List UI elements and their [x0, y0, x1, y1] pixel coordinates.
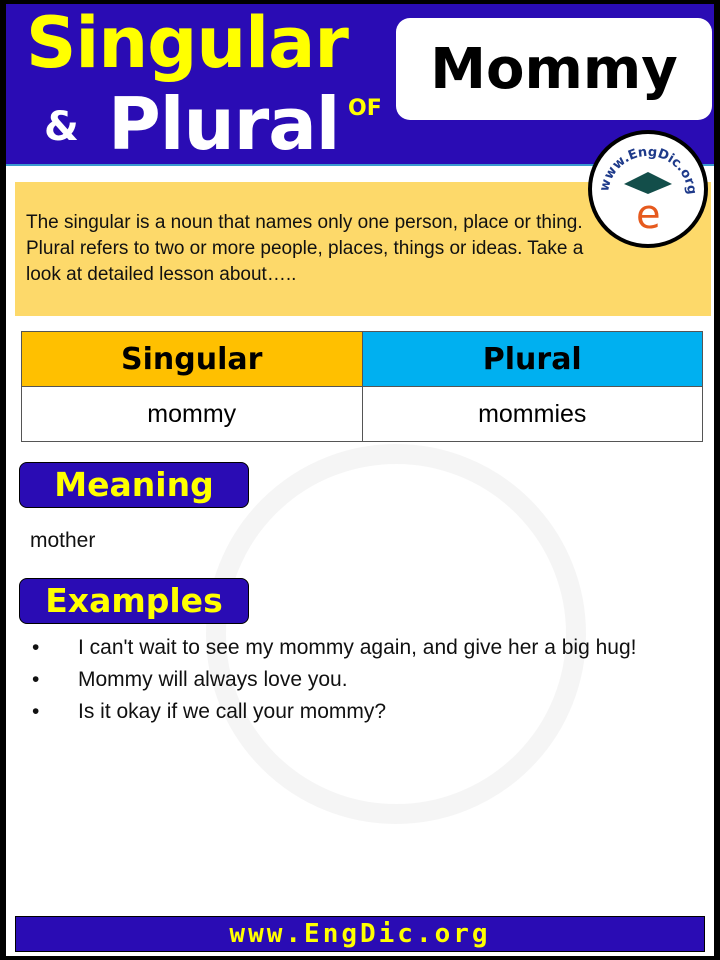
title-singular: Singular — [26, 4, 348, 84]
meaning-heading: Meaning — [19, 462, 249, 508]
svg-text:www.EngDic.org: www.EngDic.org — [597, 144, 700, 196]
title-ampersand: & — [44, 104, 79, 150]
intro-text: The singular is a noun that names only one person, place or thing. Plural refers to two or more people, places, things or ideas. Take a look at detailed lesson about….. — [26, 212, 584, 285]
title-plural: Plural — [108, 82, 340, 166]
example-item: • Mommy will always love you. — [30, 664, 690, 696]
plural-header: Plural — [362, 332, 703, 387]
examples-heading: Examples — [19, 578, 249, 624]
examples-list — [30, 632, 690, 728]
singular-value: mommy — [22, 387, 363, 442]
footer-url: www.EngDic.org — [15, 916, 705, 952]
example-item: • Is it okay if we call your mommy? — [30, 696, 690, 728]
plural-value: mommies — [362, 387, 703, 442]
svg-text:e: e — [636, 192, 661, 238]
engdic-logo-icon — [588, 130, 708, 248]
meaning-text: mother — [30, 529, 96, 552]
title-of: OF — [348, 96, 382, 121]
word-box — [396, 18, 712, 120]
example-item: • I can't wait to see my mommy again, and give her a big hug! — [30, 632, 690, 664]
singular-plural-table — [21, 331, 703, 442]
singular-header: Singular — [22, 332, 363, 387]
page — [6, 4, 714, 956]
word-title: Mommy — [430, 36, 678, 102]
